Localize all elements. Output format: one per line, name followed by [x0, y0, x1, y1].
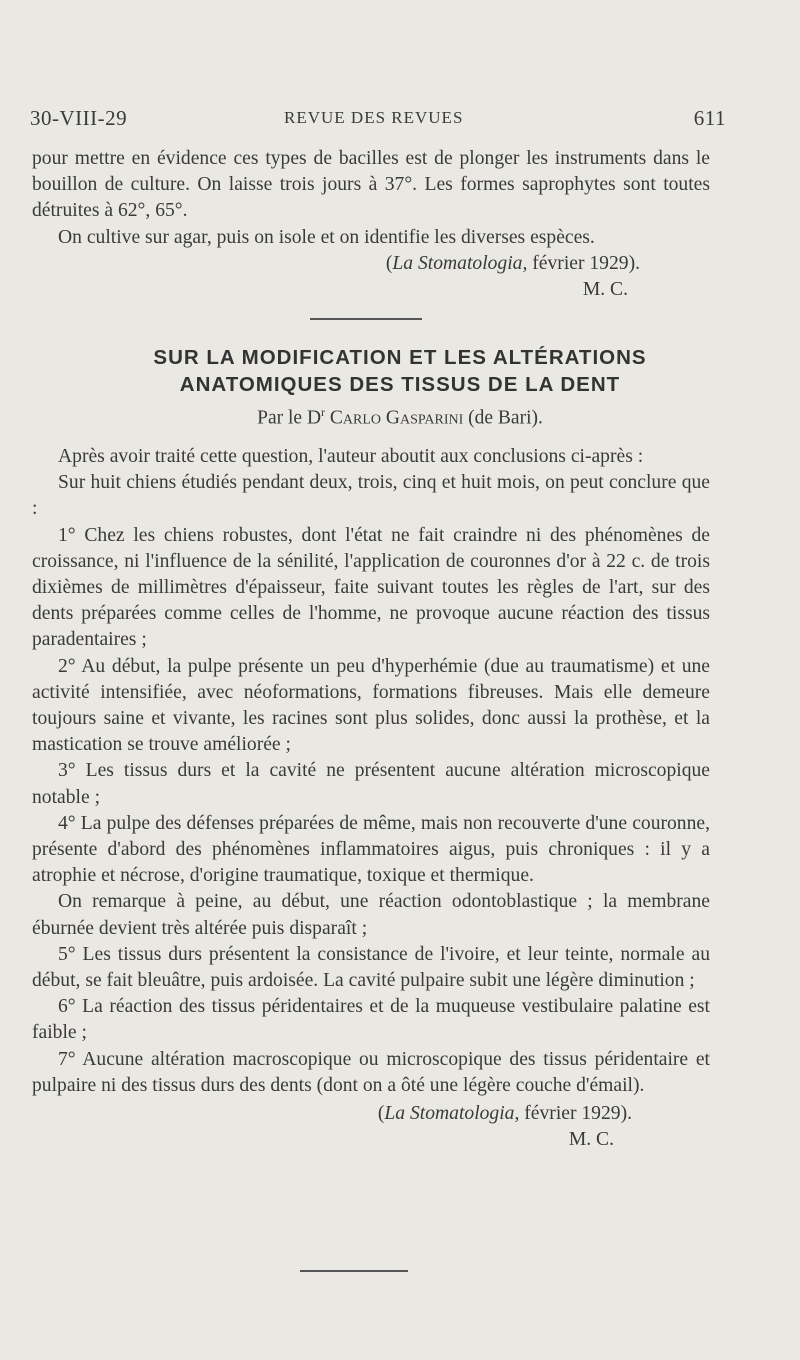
byline-prefix: Par le D	[257, 407, 322, 429]
conclusion-item: 1° Chez les chiens robustes, dont l'état ne fait craindre ni des phénomènes de croissance, ni l'influence de la sénilité, l'application de couronnes d'or à 22 c. de trois dixièmes de millimètres d'épaisseur, faite suivant toutes les règles de l'art, sur des dents préparées comme celles de l'homme, ne provoque aucune réaction des tissus paradentaires ;	[32, 524, 710, 651]
source-journal: La Stomatologia,	[392, 252, 528, 274]
signature: M. C.	[568, 1129, 614, 1151]
article-title-line: SUR LA MODIFICATION ET LES ALTÉRATIONS	[153, 346, 647, 369]
article-title-line: ANATOMIQUES DES TISSUS DE LA DENT	[179, 373, 621, 396]
conclusion-item: 2° Au début, la pulpe présente un peu d'hyperhémie (due au traumatisme) et une activité intensifiée, avec néoformations, formations fibreuses. Mais elle demeure toujours saine et vivante, les racines sont plus solides, donc aussi la prothèse, et la mastication se trouve améliorée ;	[32, 655, 710, 756]
byline-sup: r	[321, 405, 326, 419]
paragraph: On cultive sur agar, puis on isole et on identifie les diverses espèces.	[58, 226, 595, 248]
paragraph: pour mettre en évidence ces types de bacilles est de plonger les instruments dans le bouillon de culture. On laisse trois jours à 37°. Les formes saprophytes sont toutes détruites à 62°, 65°.	[32, 148, 710, 222]
source-citation: (La Stomatologia, février 1929).	[377, 1103, 632, 1125]
source-citation: (La Stomatologia, février 1929).	[385, 252, 640, 274]
paragraph: Sur huit chiens étudiés pendant deux, trois, cinq et huit mois, on peut conclure que :	[32, 472, 710, 520]
conclusion-item: 5° Les tissus durs présentent la consistance de l'ivoire, et leur teinte, normale au début, se fait bleuâtre, puis ardoisée. La cavité pulpaire subit une légère diminution ;	[32, 943, 710, 992]
conclusion-item: 3° Les tissus durs et la cavité ne présentent aucune altération microscopique notable ;	[32, 760, 710, 808]
article-title	[0, 344, 800, 398]
conclusion-item: 4° La pulpe des défenses préparées de même, mais non recouverte d'une couronne, présente d'abord des phénomènes inflammatoires aigus, puis chroniques : il y a atrophie et nécrose, d'origine traumatique, toxique et thermique.	[32, 812, 710, 887]
section-divider	[310, 318, 422, 320]
source-date: février 1929).	[532, 252, 640, 274]
running-header	[30, 106, 726, 136]
page-number: 611	[693, 106, 726, 130]
byline	[0, 405, 800, 430]
source-date: février 1929).	[524, 1103, 632, 1125]
author-name: Carlo Gasparini	[329, 407, 464, 429]
header-title: REVUE DES REVUES	[284, 108, 464, 127]
section-divider	[300, 1270, 408, 1272]
header-date: 30-VIII-29	[30, 106, 128, 130]
previous-article-end	[32, 146, 710, 303]
paragraph: Après avoir traité cette question, l'auteur aboutit aux conclusions ci-après :	[58, 446, 644, 467]
source-journal: La Stomatologia,	[384, 1103, 520, 1125]
signature: M. C.	[582, 279, 628, 301]
conclusion-item: 6° La réaction des tissus péridentaires et de la muqueuse vestibulaire palatine est faible ;	[32, 996, 710, 1044]
author-origin: (de Bari).	[468, 407, 543, 429]
conclusion-item: 7° Aucune altération macroscopique ou microscopique des tissus péridentaire et pulpaire ni des tissus durs des dents (dont on a ôté une légère couche d'émail).	[32, 1048, 710, 1096]
conclusion-item: On remarque à peine, au début, une réaction odontoblastique ; la membrane éburnée devient très altérée puis disparaît ;	[32, 891, 710, 939]
article-body	[32, 444, 710, 1153]
